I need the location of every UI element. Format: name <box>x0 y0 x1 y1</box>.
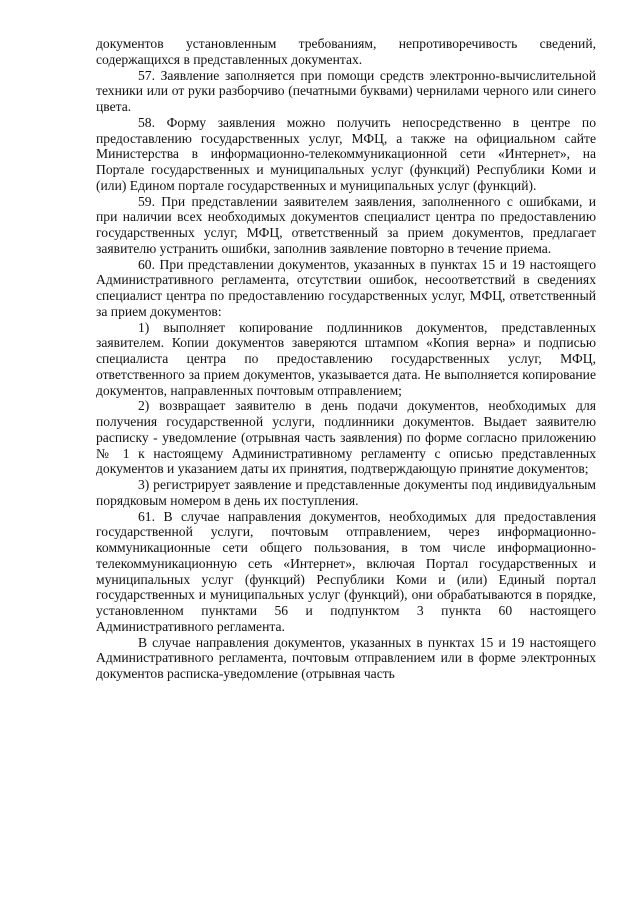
paragraph-57: 57. Заявление заполняется при помощи средств электронно-вычислительной техники или от руки разборчиво (печатными буквами) чернилами черного или синего цвета. <box>96 67 596 114</box>
paragraph-60-item-3: 3) регистрирует заявление и представленные документы под индивидуальным порядковым номером в день их поступления. <box>96 477 596 508</box>
paragraph-60-item-1: 1) выполняет копирование подлинников документов, представленных заявителем. Копии документов заверяются штампом «Копия верна» и подписью специалиста центра по предоставлению государственных услуг, МФЦ, ответственного за прием документов, указывается дата. Не выполняется копирование документов, направленных почтовым отправлением; <box>96 319 596 398</box>
paragraph-60-item-2: 2) возвращает заявителю в день подачи документов, необходимых для получения государственной услуги, подлинники документов. Выдает заявителю расписку - уведомление (отрывная часть заявления) по форме согласно приложению № 1 к настоящему Административному регламенту с описью представленных документов и указанием даты их принятия, подтверждающую принятие документов; <box>96 398 596 477</box>
paragraph-59: 59. При представлении заявителем заявления, заполненного с ошибками, и при наличии всех необходимых документов специалист центра по предоставлению государственных услуг, МФЦ, ответственный за прием документов, предлагает заявителю устранить ошибки, заполнив заявление повторно в течение приема. <box>96 193 596 256</box>
paragraph-continuation: документов установленным требованиям, непротиворечивость сведений, содержащихся в представленных документах. <box>96 36 596 67</box>
paragraph-61: 61. В случае направления документов, необходимых для предоставления государственной услуги, почтовым отправлением, через информационно-коммуникационные сети общего пользования, в том числе информационно-телекоммуникационную сеть «Интернет», включая Портал государственных и муниципальных услуг (функций) Республики Коми и (или) Единый портал государственных и муниципальных услуг (функций), они обрабатываются в порядке, установленном пунктами 56 и подпунктом 3 пункта 60 настоящего Административного регламента. <box>96 508 596 634</box>
paragraph-60: 60. При представлении документов, указанных в пунктах 15 и 19 настоящего Административного регламента, отсутствии ошибок, несоответствий в сведениях специалист центра по предоставлению государственных услуг, МФЦ, ответственный за прием документов: <box>96 256 596 319</box>
paragraph-61-continued: В случае направления документов, указанных в пунктах 15 и 19 настоящего Административного регламента, почтовым отправлением или в форме электронных документов расписка-уведомление (отрывная часть <box>96 634 596 681</box>
document-body <box>96 36 596 682</box>
paragraph-58: 58. Форму заявления можно получить непосредственно в центре по предоставлению государственных услуг, МФЦ, а также на официальном сайте Министерства в информационно-телекоммуникационной сети «Интернет», на Портале государственных и муниципальных услуг (функций) Республики Коми и (или) Едином портале государственных и муниципальных услуг (функций). <box>96 114 596 193</box>
